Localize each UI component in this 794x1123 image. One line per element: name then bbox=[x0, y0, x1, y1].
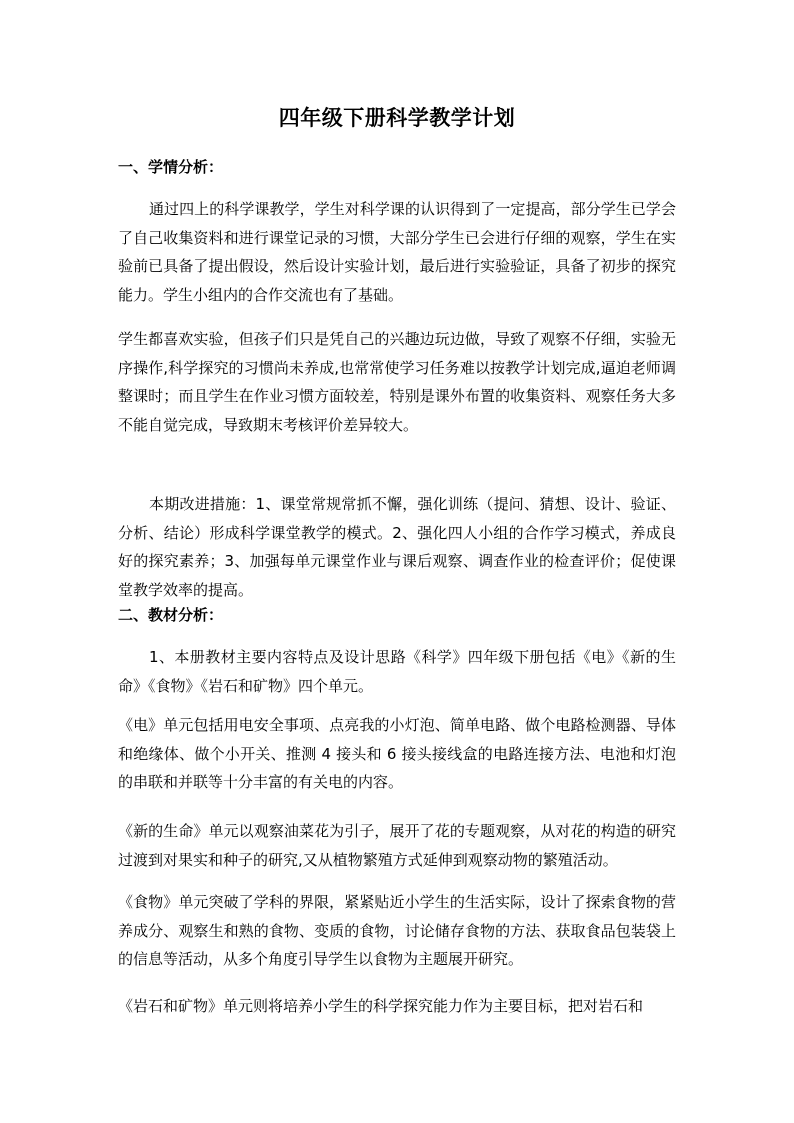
section-heading-student-analysis: 一、学情分析： bbox=[118, 158, 224, 176]
document-title: 四年级下册科学教学计划 bbox=[278, 105, 516, 130]
paragraph: 学生都喜欢实验，但孩子们只是凭自己的兴趣边玩边做，导致了观察不仔细，实验无序操作,科学探究的习惯尚未养成,也常常使学习任务难以按教学计划完成,逼迫老师调整课时；而且学生在作业习惯方面较差，特别是课外布置的收集资料、观察任务大多不能自觉完成，导致期末考核评价差异较大。 bbox=[118, 330, 676, 434]
paragraph: 本期改进措施：1、课堂常规常抓不懈，强化训练（提问、猜想、设计、验证、分析、结论）形成科学课堂教学的模式。2、强化四人小组的合作学习模式，养成良好的探究素养；3、加强每单元课堂作业与课后观察、调查作业的检查评价；促使课堂教学效率的提高。 bbox=[118, 495, 676, 599]
paragraph: 通过四上的科学课教学，学生对科学课的认识得到了一定提高，部分学生已学会了自己收集资料和进行课堂记录的习惯，大部分学生已会进行仔细的观察，学生在实验前已具备了提出假设，然后设计实验计划，最后进行实验验证，具备了初步的探究能力。学生小组内的合作交流也有了基础。 bbox=[118, 200, 676, 304]
paragraph: 《新的生命》单元以观察油菜花为引子，展开了花的专题观察，从对花的构造的研究过渡到对果实和种子的研究,又从植物繁殖方式延伸到观察动物的繁殖活动。 bbox=[118, 822, 676, 869]
section-heading-textbook-analysis: 二、教材分析： bbox=[118, 606, 224, 624]
paragraph: 《岩石和矿物》单元则将培养小学生的科学探究能力作为主要目标，把对岩石和 bbox=[118, 997, 644, 1015]
paragraph: 1、本册教材主要内容特点及设计思路《科学》四年级下册包括《电》《新的生命》《食物》《岩石和矿物》四个单元。 bbox=[118, 648, 676, 695]
paragraph: 《电》单元包括用电安全事项、点亮我的小灯泡、简单电路、做个电路检测器、导体和绝缘体、做个小开关、推测 4 接头和 6 接头接线盒的电路连接方法、电池和灯泡的串联和并联等十分丰富的有关电的内容。 bbox=[118, 716, 676, 792]
paragraph: 《食物》单元突破了学科的界限，紧紧贴近小学生的生活实际，设计了探索食物的营养成分、观察生和熟的食物、变质的食物，讨论储存食物的方法、获取食品包装袋上的信息等活动，从多个角度引导学生以食物为主题展开研究。 bbox=[118, 893, 676, 969]
